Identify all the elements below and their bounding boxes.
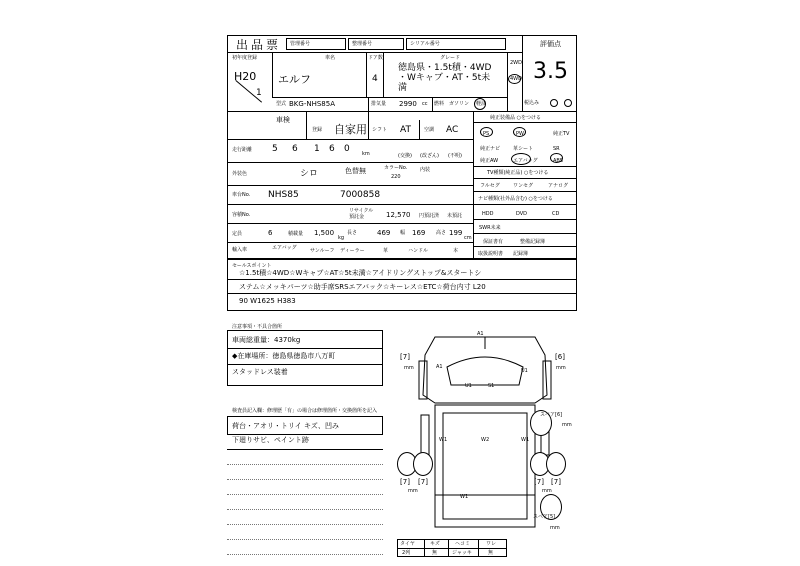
width-value: 169 (412, 229, 426, 237)
diag-u1-left: U1 (465, 383, 472, 389)
tire-fr-mm: mm (556, 365, 566, 371)
km-label: km (362, 151, 370, 157)
diag-a1-left: A1 (436, 364, 443, 370)
sales-label: セールスポイント (232, 263, 272, 269)
header-cell-label-1: 管理番号 (290, 41, 311, 47)
spare-1-mm: mm (562, 422, 572, 428)
grade-label: グレード (440, 55, 461, 61)
length-value: 469 (377, 229, 391, 237)
diag-w1-bottom: W1 (460, 494, 469, 500)
usage-value: 自家用 (334, 123, 367, 136)
equip-2-1: 純正ナビ (480, 146, 501, 152)
model-value: BKG-NHS85A (289, 100, 335, 108)
tire-fl-mm: mm (404, 365, 414, 371)
month-value: 1 (256, 88, 262, 98)
misc-item-1: SWR未来 (479, 225, 501, 231)
tire-table-v4: 無 (488, 550, 494, 556)
airbag-label: エアバッグ (272, 245, 297, 251)
diag-w1-right: W1 (521, 437, 530, 443)
chassis-prefix: NHS85 (268, 190, 299, 200)
equip-1-1-circle (480, 127, 493, 137)
bottom-opt-3: 革 (383, 248, 389, 254)
equip-1-2: PW (516, 131, 524, 137)
tire-rr-1-value: [7] (534, 478, 544, 486)
spare-2-label: スペア[5] (533, 514, 556, 520)
capacity-label: 容積No. (232, 212, 251, 218)
navi-item-1: HDD (482, 211, 494, 217)
recycle-status: 円預託済 (419, 213, 440, 219)
color-value: シロ (300, 169, 319, 179)
equip-1-1: PS (483, 131, 490, 137)
mileage-digit-1: 5 (272, 144, 278, 154)
score-value: 3.5 (533, 59, 568, 84)
tire-table-h3: ヘコミ (455, 541, 471, 547)
color-code-label: カラーNo. (384, 165, 408, 171)
diag-a1-top: A1 (477, 331, 484, 337)
bottom-opt-5: 本 (453, 248, 459, 254)
interior-label: 内装 (420, 167, 431, 173)
tire-rr-2 (546, 452, 566, 476)
tv-header: TV種類(純正品) ○をつける (487, 170, 549, 176)
tire-table-h1: タイヤ (400, 541, 415, 547)
chassis-number: 7000858 (340, 190, 381, 200)
mileage-digit-5: 0 (344, 144, 350, 154)
year-label: 初年度登録 (232, 55, 258, 61)
notes-line-2: ◆在庫場所：徳島県徳島市八万町 (232, 352, 336, 360)
height-value: 199 (449, 229, 463, 237)
drive-2wd: 2WD (510, 60, 522, 66)
doors-label: ドア数 (368, 55, 383, 61)
diag-u1-right: U1 (521, 368, 528, 374)
equip-1-2-circle (513, 127, 526, 137)
tire-fl-value: [7] (400, 353, 410, 361)
ac-value: AC (446, 125, 459, 135)
fuel-gasoline: ガソリン (449, 101, 470, 107)
mileage-digit-3: 1 (314, 144, 320, 154)
tax-circle-1 (550, 99, 558, 107)
notes-line-1: 車両総重量：4370kg (232, 336, 301, 344)
color-label: 外装色 (232, 171, 248, 177)
tire-rr-2-value: [7] (551, 478, 561, 486)
diag-w1-left: W1 (439, 437, 448, 443)
tire-table-v3: ジャッキ (452, 550, 472, 556)
misc-item-2: 保証書有 (483, 239, 504, 245)
tire-rl-mm: mm (408, 488, 418, 494)
model-label: 型式 (276, 101, 287, 107)
tire-table-v2: 無 (432, 550, 438, 556)
fuel-label: 燃料 (434, 101, 445, 107)
diag-w2: W2 (481, 437, 490, 443)
tire-table-h4: ワレ (486, 541, 497, 547)
shift-value: AT (400, 125, 411, 135)
bottom-opt-2: ディーラー (340, 248, 365, 254)
tax-circle-2 (564, 99, 572, 107)
tax-label: 税込み (524, 100, 540, 106)
ac-label: 空調 (424, 127, 435, 133)
length-label: 長さ (347, 230, 358, 236)
cm-label: cm (464, 235, 472, 241)
equip-2-2: 革シート (513, 146, 534, 152)
name-value: エルフ (278, 73, 311, 86)
mileage-opt-1: (交換) (398, 153, 412, 159)
kg-label: kg (338, 235, 345, 241)
cc-label: cc (422, 101, 428, 107)
equip-3-3-circle (550, 153, 563, 163)
doors-value: 4 (372, 74, 378, 84)
grade-line-3: 満 (398, 83, 408, 93)
inspection-label: 車検 (276, 116, 290, 124)
seats-value: 6 (268, 229, 273, 237)
tv-item-1: フルセグ (480, 183, 500, 189)
grade-line-1: 徳島県・1.5t積・4WD (398, 63, 492, 73)
inspector-label: 検査員記入欄：修理歴「有」の場合は修理箇所・交換箇所を記入 (232, 408, 378, 414)
tire-rl-2 (413, 452, 433, 476)
navi-header: ナビ種類(社外品含む) ○をつける (478, 196, 553, 202)
year-value: H20 (234, 70, 257, 83)
notes-label: 注意事項・不具合箇所 (232, 324, 283, 330)
name-label: 車名 (325, 55, 336, 61)
seats-label: 定員 (232, 231, 243, 237)
sales-line-3: 90 W1625 H383 (239, 297, 296, 305)
load-label: 積載量 (288, 231, 304, 237)
drive-4wd: 4WD (510, 76, 522, 82)
chassis-label: 車台No. (232, 192, 251, 198)
tire-rl-2-value: [7] (418, 478, 428, 486)
notes-line-3: スタッドレス装着 (232, 368, 288, 376)
mileage-label: 走行距離 (232, 147, 253, 153)
mileage-digit-4: 6 (329, 144, 335, 154)
bottom-opt-1: サンルーフ (310, 248, 335, 254)
tire-rr-mm: mm (542, 488, 552, 494)
equip-3-1: 純正AW (480, 158, 499, 164)
navi-item-2: DVD (516, 211, 528, 217)
spare-2-mm: mm (550, 525, 560, 531)
equip-1-3: 純正TV (553, 131, 570, 137)
tv-item-2: ワンセグ (513, 183, 534, 189)
inspector-line-2: 下廻りサビ、ペイント跡 (232, 436, 309, 444)
header-cell-label-3: シリアル番号 (410, 41, 440, 47)
displacement-value: 2990 (399, 100, 417, 108)
shift-label: シフト (372, 127, 388, 133)
navi-item-3: CD (552, 211, 560, 217)
score-label: 評価点 (540, 40, 561, 48)
sales-line-1: ☆1.5t積☆4WD☆Wキャブ☆AT☆5t未満☆アイドリングストップ&スタートシ (239, 269, 482, 277)
grade-line-2: ・Wキャブ・AT・5t未 (398, 73, 491, 83)
usage-label: 登録 (312, 127, 323, 133)
header-cell-label-2: 整理番号 (352, 41, 373, 47)
height-label: 高さ (436, 230, 447, 236)
mileage-opt-2: (改ざん) (420, 153, 439, 159)
equip-3-3: ABS (553, 158, 563, 164)
equip-2-3: SR (553, 146, 560, 152)
equip-header: 純正装備品 ○をつける (490, 115, 541, 121)
color-code-value: 220 (391, 174, 401, 180)
page-title: 出品票 (236, 38, 282, 52)
fuel-diesel: 軽油 (476, 101, 487, 107)
spare-1-label: スペア[6] (540, 412, 563, 418)
mileage-opt-3: (不明) (448, 153, 462, 159)
recycle-label: リサイクル預託金 (349, 208, 374, 220)
tire-rl-1-value: [7] (400, 478, 410, 486)
recycle-value: 12,570 (386, 211, 411, 219)
inspector-line-1: 荷台・アオリ・トリイ キズ、凹み (232, 422, 340, 430)
tire-fr-value: [6] (555, 353, 565, 361)
recycle-none: 未預託 (447, 213, 463, 219)
load-value: 1,500 (314, 229, 335, 237)
bottom-opt-4: ハンドル (408, 248, 429, 254)
sales-line-2: ステム☆メッキパーツ☆助手席SRSエアバック☆キーレス☆ETC☆荷台内寸 L20 (239, 283, 486, 291)
diag-s1: S1 (488, 383, 495, 389)
equip-3-2: エアバッグ (513, 158, 538, 164)
import-label: 輸入車 (232, 247, 248, 253)
misc2-item-1: 取扱説明書 (478, 251, 504, 257)
color-note: 色替無 (345, 167, 366, 175)
misc2-item-2: 記録簿 (513, 251, 529, 257)
tire-table-v1: 2列 (402, 550, 411, 556)
tire-table-h2: キズ (430, 541, 440, 547)
width-label: 幅 (400, 230, 406, 236)
displacement-label: 排気量 (371, 101, 387, 107)
misc-item-3: 整備記録簿 (520, 239, 546, 245)
mileage-digit-2: 6 (292, 144, 298, 154)
equip-3-2-circle (511, 153, 531, 165)
tv-item-3: アナログ (548, 183, 569, 189)
